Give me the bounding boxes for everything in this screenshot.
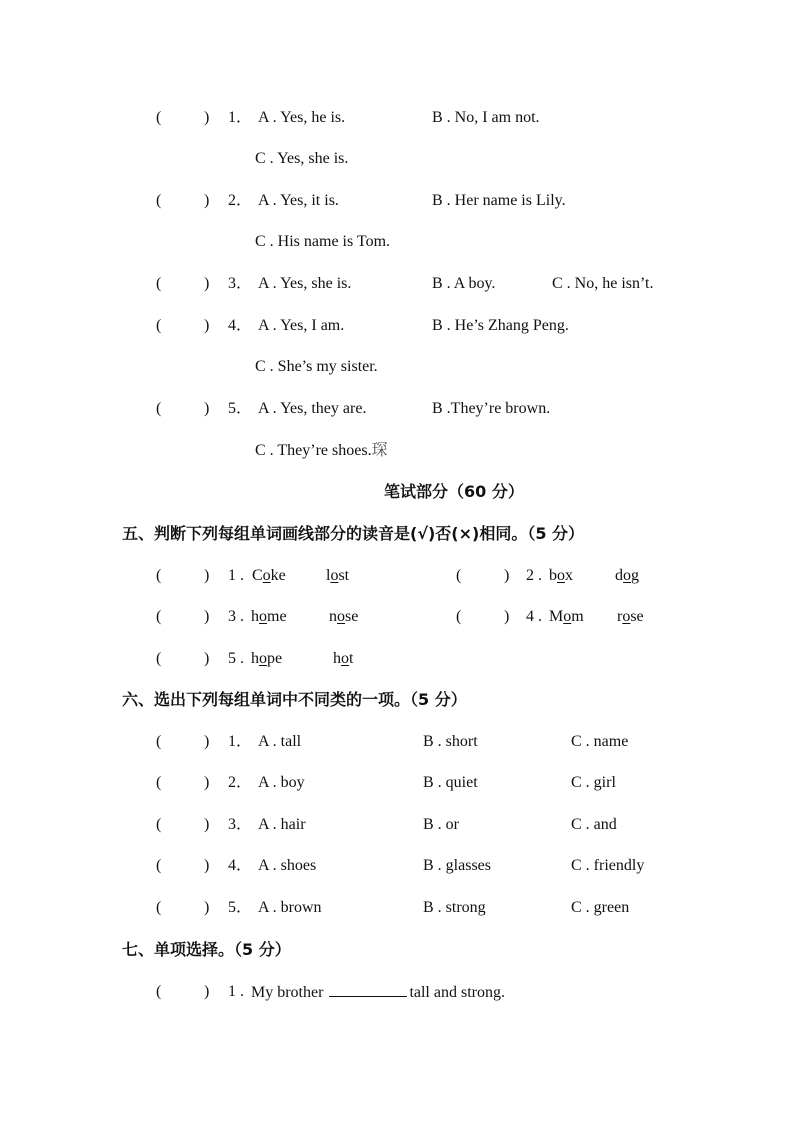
item-number: 1 . (228, 567, 244, 584)
word-2: lost (326, 567, 350, 584)
bracket-close: ) (204, 733, 210, 750)
word-1: Mom (549, 608, 584, 625)
section-6-title: 六、选出下列每组单词中不同类的一项。（5 分） (122, 690, 467, 709)
option-a: A . tall (258, 733, 302, 750)
option-a: A . Yes, they are. (258, 400, 367, 417)
word-2: dog (615, 567, 639, 584)
option-c: C . She’s my sister. (255, 358, 378, 375)
option-a: A . boy (258, 774, 305, 791)
option-c: C . green (571, 899, 630, 916)
section-7-title: 七、单项选择。（5 分） (122, 940, 291, 959)
option-b: B .They’re brown. (432, 400, 551, 417)
option-c: C . name (571, 733, 629, 750)
question-number: 4． (228, 317, 253, 334)
bracket-open: ( (156, 733, 162, 750)
option-b: B . Her name is Lily. (432, 192, 566, 209)
bracket-close: ) (204, 816, 210, 833)
bracket-close: ) (204, 400, 210, 417)
bracket-close: ) (204, 650, 210, 667)
bracket-open: ( (156, 983, 162, 1000)
bracket-open: ( (156, 109, 162, 126)
bracket-open: ( (156, 275, 162, 292)
word-1: hope (251, 650, 283, 667)
bracket-close: ) (204, 774, 210, 791)
question-number: 4． (228, 857, 253, 874)
bracket-close: ) (204, 567, 210, 584)
option-a: A . Yes, he is. (258, 109, 346, 126)
question-text-before: My brother (251, 984, 328, 1001)
question-number: 2． (228, 192, 253, 209)
bracket-close: ) (204, 192, 210, 209)
item-number: 2 . (526, 567, 542, 584)
bracket-close: ) (204, 899, 210, 916)
bracket-open: ( (156, 816, 162, 833)
option-b: B . He’s Zhang Peng. (432, 317, 569, 334)
item-number: 5 . (228, 650, 244, 667)
bracket-open: ( (456, 567, 462, 584)
bracket-open: ( (156, 192, 162, 209)
option-c-text: C . They’re shoes. (255, 442, 372, 459)
fill-in-blank[interactable] (329, 982, 407, 997)
bracket-open: ( (156, 400, 162, 417)
option-b: B . short (423, 733, 478, 750)
option-a: A . Yes, she is. (258, 275, 352, 292)
question-number: 3． (228, 275, 253, 292)
bracket-open: ( (156, 317, 162, 334)
word-1: box (549, 567, 573, 584)
option-a: A . Yes, I am. (258, 317, 345, 334)
option-b: B . strong (423, 899, 486, 916)
bracket-open: ( (156, 774, 162, 791)
bracket-close: ) (204, 275, 210, 292)
bracket-close: ) (204, 317, 210, 334)
bracket-open: ( (156, 650, 162, 667)
question-number: 3． (228, 816, 253, 833)
option-a: A . Yes, it is. (258, 192, 339, 209)
bracket-open: ( (156, 857, 162, 874)
question-number: 1． (228, 109, 253, 126)
question-number: 5． (228, 400, 253, 417)
option-c: C . Yes, she is. (255, 150, 349, 167)
bracket-close: ) (204, 857, 210, 874)
word-1: Coke (252, 567, 286, 584)
bracket-close: ) (204, 608, 210, 625)
word-2: rose (617, 608, 644, 625)
question-text (251, 982, 505, 1003)
option-b: B . or (423, 816, 459, 833)
written-part-title: 笔试部分（60 分） (384, 482, 524, 501)
word-1: home (251, 608, 287, 625)
bracket-open: ( (456, 608, 462, 625)
question-text-after: tall and strong. (409, 984, 505, 1001)
word-2: nose (329, 608, 359, 625)
bracket-close: ) (204, 983, 210, 1000)
bracket-close: ) (504, 608, 510, 625)
option-b: B . A boy. (432, 275, 496, 292)
option-c: C . His name is Tom. (255, 233, 391, 250)
bracket-open: ( (156, 899, 162, 916)
bracket-close: ) (504, 567, 510, 584)
option-a: A . shoes (258, 857, 317, 874)
question-number: 5． (228, 899, 253, 916)
option-c: C . No, he isn’t. (552, 275, 654, 292)
option-b: B . quiet (423, 774, 478, 791)
bracket-open: ( (156, 567, 162, 584)
option-b: B . No, I am not. (432, 109, 540, 126)
option-c (255, 440, 388, 461)
question-number: 1 . (228, 983, 244, 1000)
question-number: 2． (228, 774, 253, 791)
section-5-title: 五、判断下列每组单词画线部分的读音是(√)否(×)相同。（5 分） (122, 524, 585, 543)
option-c: C . and (571, 816, 617, 833)
item-number: 3 . (228, 608, 244, 625)
option-a: A . brown (258, 899, 322, 916)
option-b: B . glasses (423, 857, 491, 874)
bracket-open: ( (156, 608, 162, 625)
option-c: C . girl (571, 774, 616, 791)
stray-character: 琛 (371, 440, 388, 459)
bracket-close: ) (204, 109, 210, 126)
item-number: 4 . (526, 608, 542, 625)
word-2: hot (333, 650, 354, 667)
option-c: C . friendly (571, 857, 645, 874)
option-a: A . hair (258, 816, 306, 833)
question-number: 1． (228, 733, 253, 750)
